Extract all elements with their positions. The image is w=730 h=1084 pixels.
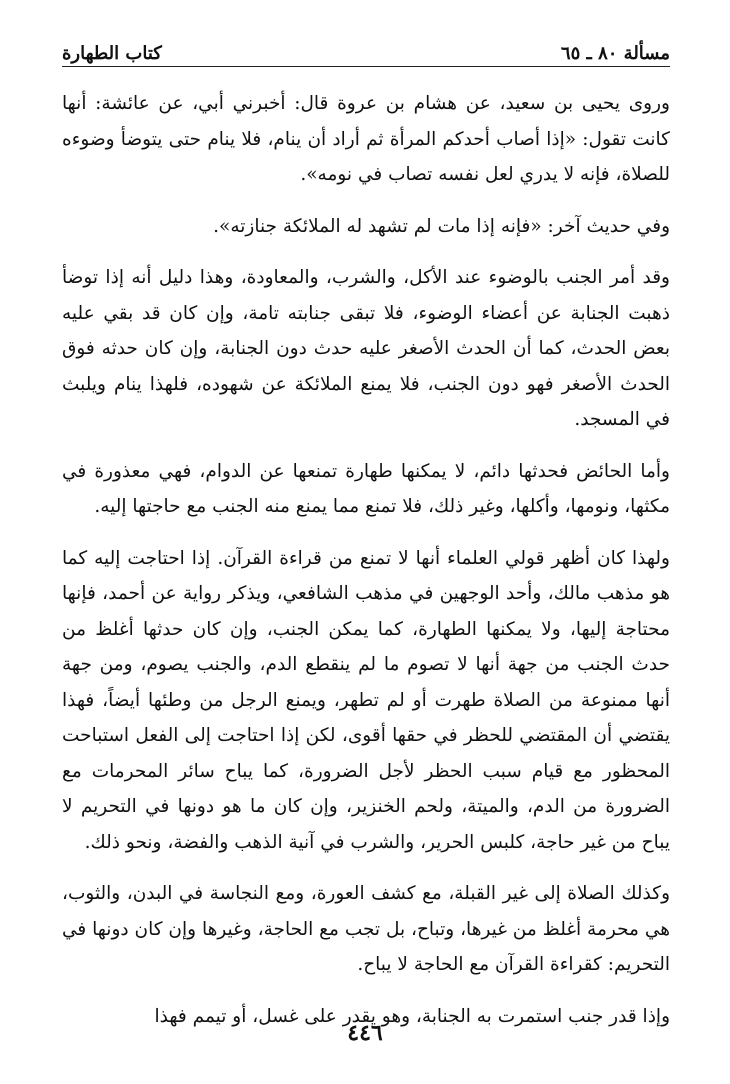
section-label: مسألة ٨٠ ـ ٦٥ [560, 43, 670, 64]
paragraph: وأما الحائض فحدثها دائم، لا يمكنها طهارة تمنعها عن الدوام، فهي معذورة في مكثها، ونومها، وأكلها، وغير ذلك، فلا تمنع مما يمنع منه الجنب مع حاجتها إليه. [62, 460, 670, 517]
paragraph: وروى يحيى بن سعيد، عن هشام بن عروة قال: أخبرني أبي، عن عائشة: أنها كانت تقول: «إذا أصاب أحدكم المرأة ثم أراد أن ينام، فلا ينام حتى يتوضأ وضوءه للصلاة، فإنه لا يدري لعل نفسه تصاب في نومه». [62, 93, 670, 185]
page-body [62, 86, 670, 1050]
paragraph: وكذلك الصلاة إلى غير القبلة، مع كشف العورة، ومع النجاسة في البدن، والثوب، هي محرمة أغلظ من غيرها، وتباح، بل تجب مع الحاجة، وغيرها وإن كان دونها في التحريم: كقراءة القرآن مع الحاجة لا يباح. [61, 883, 670, 975]
paragraph: ولهذا كان أظهر قولي العلماء أنها لا تمنع من قراءة القرآن. إذا احتاجت إليه كما هو مذهب مالك، وأحد الوجهين في مذهب الشافعي، ويذكر رواية عن أحمد، فإنها محتاجة إليها، ولا يمكنها الطهارة، كما يمكن الجنب، وإن كان حدثها أغلظ من حدث الجنب من جهة أنها لا تصوم ما لم ينقطع الدم، والجنب يصوم، ومن جهة أنها ممنوعة من الصلاة طهرت أو لم تطهر، ويمنع الرجل من وطئها أيضاً، فهذا يقتضي أن المقتضي للحظر في حقها أقوى، لكن إذا احتاجت إلى الفعل استباحت المحظور مع قيام سبب الحظر لأجل الضرورة، كما يباح سائر المحرمات مع الضرورة من الدم، والميتة، ولحم الخنزير، وإن كان ما هو دونها في التحريم لا يباح من غير حاجة، كلبس الحرير، والشرب في آنية الذهب والفضة، ونحو ذلك. [62, 547, 670, 853]
paragraph: وإذا قدر جنب استمرت به الجنابة، وهو يقدر على غسل، أو تيمم فهذا [154, 1005, 670, 1027]
paragraph: وفي حديث آخر: «فإنه إذا مات لم تشهد له الملائكة جنازته». [213, 215, 670, 237]
paragraph: وقد أمر الجنب بالوضوء عند الأكل، والشرب، والمعاودة، وهذا دليل أنه إذا توضأ ذهبت الجنابة عن أعضاء الوضوء، فلا تبقى جنابته تامة، وإن كان قد بقي عليه بعض الحدث، كما أن الحدث الأصغر عليه حدث دون الجنابة، وإن كان حدثه فوق الحدث الأصغر فهو دون الجنب، فلا يمنع الملائكة عن شهوده، فلهذا ينام ويلبث في المسجد. [62, 267, 670, 430]
page-number: ٤٤٦ [347, 1020, 383, 1046]
book-title: كتاب الطهارة [62, 43, 162, 64]
running-header [62, 30, 670, 64]
header-rule [62, 66, 670, 67]
